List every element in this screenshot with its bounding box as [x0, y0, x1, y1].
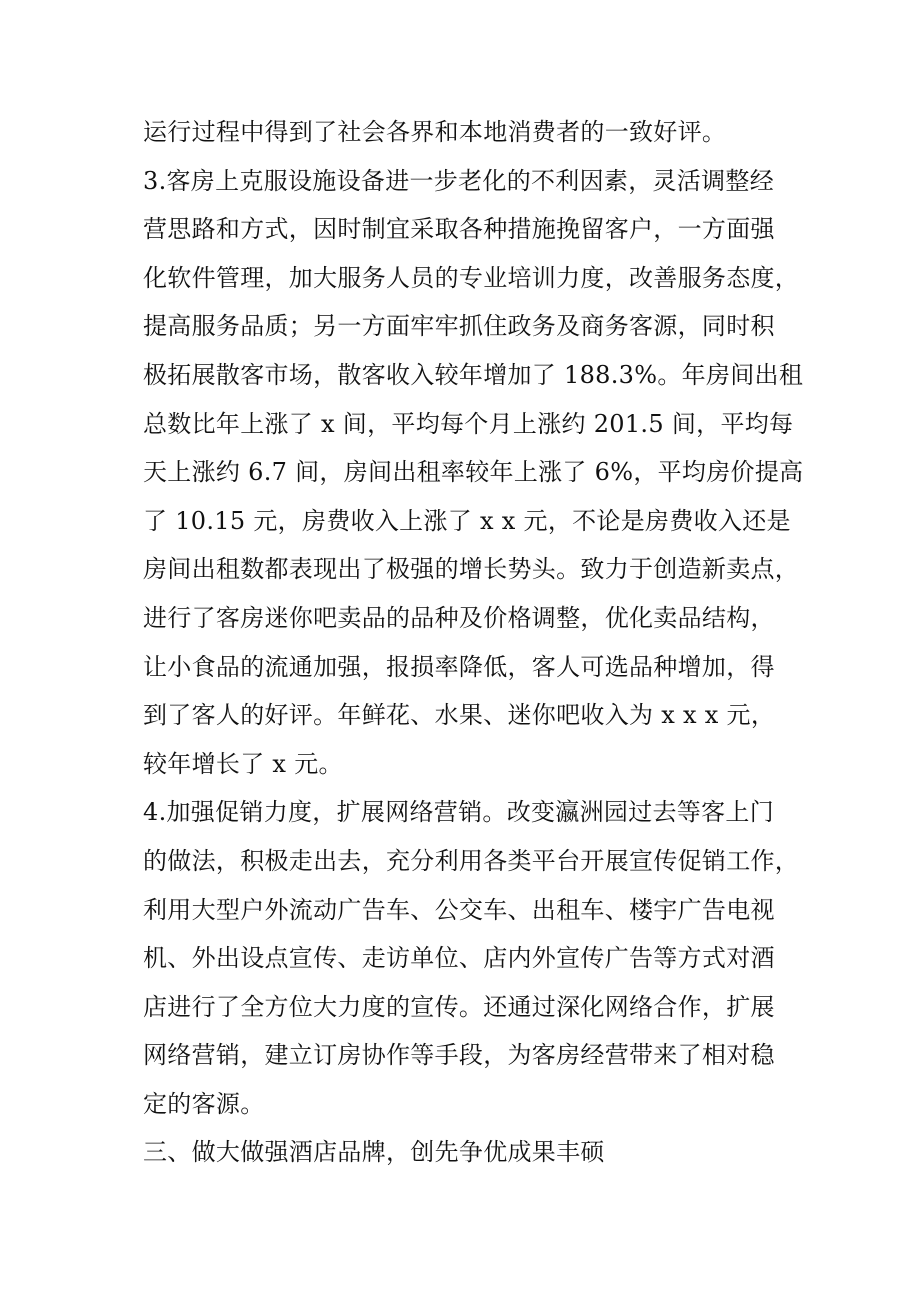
text-line: 店进行了全方位大力度的宣传。还通过深化网络合作，扩展 — [143, 992, 775, 1021]
text-line: 到了客人的好评。年鲜花、水果、迷你吧收入为 x x x 元， — [143, 701, 776, 730]
text-line: 提高服务品质；另一方面牢牢抓住政务及商务客源，同时积 — [143, 312, 775, 341]
text-line: 定的客源。 — [143, 1089, 265, 1118]
section-heading: 三、做大做强酒店品牌，创先争优成果丰硕 — [143, 1138, 605, 1167]
text-line: 进行了客房迷你吧卖品的品种及价格调整，优化卖品结构， — [143, 603, 775, 632]
text-line: 了 10.15 元，房费收入上涨了 x x 元，不论是房费收入还是 — [143, 506, 791, 535]
text-line: 天上涨约 6.7 间，房间出租率较年上涨了 6%，平均房价提高 — [143, 458, 804, 487]
text-line: 网络营销，建立订房协作等手段，为客房经营带来了相对稳 — [143, 1041, 775, 1070]
text-line: 利用大型户外流动广告车、公交车、出租车、楼宇广告电视 — [143, 895, 775, 924]
document-body — [143, 108, 803, 1177]
text-line: 极拓展散客市场，散客收入较年增加了 188.3%。年房间出租 — [143, 360, 804, 389]
text-line: 机、外出设点宣传、走访单位、店内外宣传广告等方式对酒 — [143, 944, 775, 973]
text-line: 化软件管理，加大服务人员的专业培训力度，改善服务态度， — [143, 263, 800, 292]
text-line: 营思路和方式，因时制宜采取各种措施挽留客户，一方面强 — [143, 215, 775, 244]
text-line: 4.加强促销力度，扩展网络营销。改变瀛洲园过去等客上门 — [143, 798, 774, 827]
text-line: 总数比年上涨了 x 间，平均每个月上涨约 201.5 间，平均每 — [143, 409, 794, 438]
text-line: 3.客房上克服设施设备进一步老化的不利因素，灵活调整经 — [143, 166, 774, 195]
text-line: 较年增长了 x 元。 — [143, 749, 343, 778]
text-line: 运行过程中得到了社会各界和本地消费者的一致好评。 — [143, 118, 727, 146]
text-line: 房间出租数都表现出了极强的增长势头。致力于创造新卖点， — [143, 555, 800, 584]
text-line: 让小食品的流通加强，报损率降低，客人可选品种增加，得 — [143, 652, 775, 681]
text-line: 的做法，积极走出去，充分利用各类平台开展宣传促销工作， — [143, 846, 800, 875]
